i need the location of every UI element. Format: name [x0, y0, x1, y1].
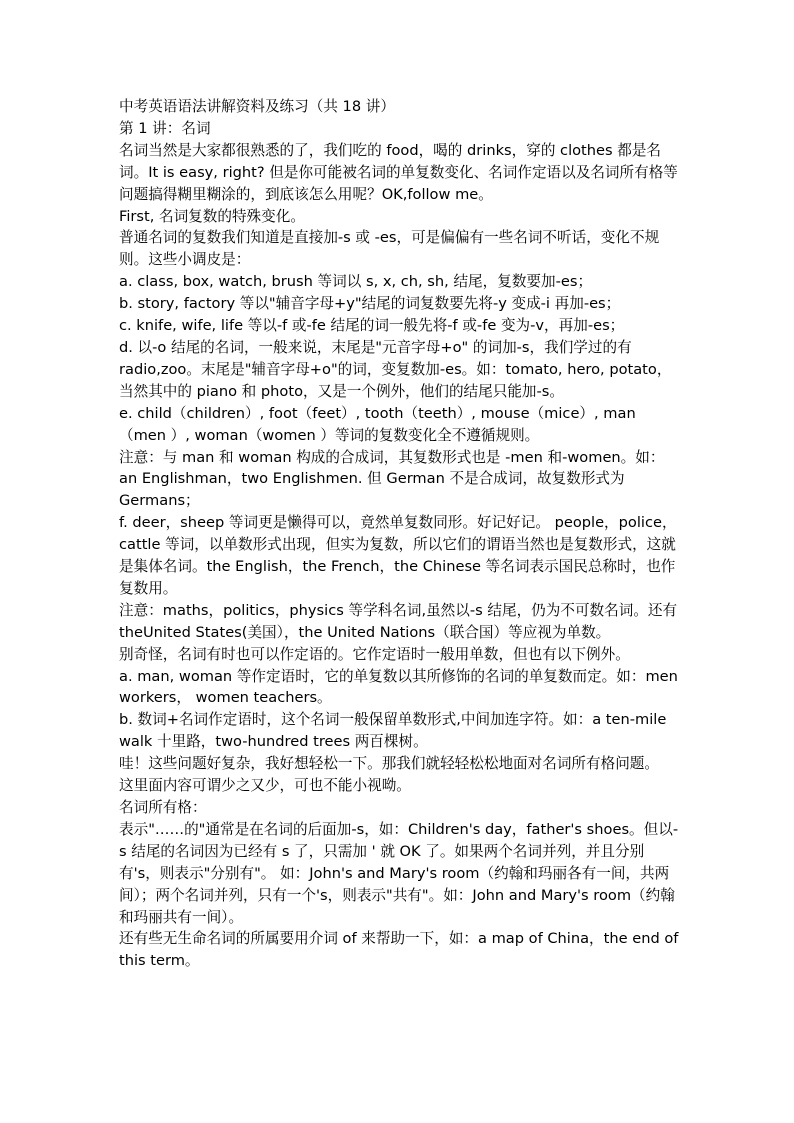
- paragraph-possessive-rules: 表示"……的"通常是在名词的后面加-s，如：Children's day，father's shoes。但以-s 结尾的名词因为已经有 s 了，只需加 ' 就 OK 了。如果两个名词并列，并且分别有's，则表示"分别有"。 如：John's and Mary's room（约翰和玛丽各有一间，共两间）；两个名词并列，只有一个's，则表示"共有"。如：John and Mary's room（约翰和玛丽共有一间）。: [119, 820, 679, 926]
- paragraph-rule-c: c. knife, wife, life 等以-f 或-fe 结尾的词一般先将-f 或-fe 变为-v，再加-es；: [119, 317, 625, 335]
- paragraph-first-heading: First, 名词复数的特殊变化。: [119, 207, 305, 225]
- paragraph-possessive-heading: 名词所有格：: [119, 799, 207, 816]
- document-title: 中考英语语法讲解资料及练习（共 18 讲）: [119, 98, 395, 115]
- paragraph-rule-a: a. class, box, watch, brush 等词以 s, x, ch, sh, 结尾，复数要加-es；: [119, 273, 593, 291]
- lecture-heading: 第 1 讲：名词: [119, 119, 211, 137]
- paragraph-rule-b: b. story, factory 等以"辅音字母+y"结尾的词复数要先将-y 变成-i 再加-es；: [119, 295, 621, 313]
- paragraph-rule-e: e. child（children）, foot（feet）, tooth（teeth）, mouse（mice）, man（men ）, woman（women ）等词的复数变化全不遵循规则。: [119, 404, 636, 444]
- paragraph-possessive-of: 还有些无生命名词的所属要用介词 of 来帮助一下，如：a map of China，the end of this term。: [119, 930, 679, 970]
- paragraph-possessive-intro: 哇！这些问题好复杂，我好想轻松一下。那我们就轻轻松松地面对名词所有格问题。: [119, 755, 659, 773]
- paragraph-attributive-b: b. 数词+名词作定语时，这个名词一般保留单数形式,中间加连字符。如：a ten-mile walk 十里路，two-hundred trees 两百棵树。: [119, 711, 667, 751]
- paragraph-rule-d: d. 以-o 结尾的名词，一般来说，末尾是"元音字母+o" 的词加-s，我们学过的有 radio,zoo。末尾是"辅音字母+o"的词，变复数加-es。如：tomato, hero, potato，当然其中的 piano 和 photo，又是一个例外，他们的结尾只能加-s。: [119, 338, 672, 400]
- paragraph-intro: 名词当然是大家都很熟悉的了，我们吃的 food，喝的 drinks，穿的 clothes 都是名词。It is easy, right? 但是你可能被名词的单复数变化、名词作定语以及名词所有格等问题搞得糊里糊涂的，到底该怎么用呢？OK,follow me。: [119, 141, 678, 203]
- paragraph-attributive-intro: 别奇怪，名词有时也可以作定语的。它作定语时一般用单数，但也有以下例外。: [119, 645, 630, 663]
- paragraph-rule-f: f. deer，sheep 等词更是懒得可以，竟然单复数同形。好记好记。 people，police，cattle 等词，以单数形式出现，但实为复数，所以它们的谓语当然也是复数形式，这就是集体名词。the English，the French，the Chinese 等名词表示国民总称时，也作复数用。: [119, 514, 677, 597]
- paragraph-note-subjects: 注意：maths，politics，physics 等学科名词,虽然以-s 结尾，仍为不可数名词。还有 theUnited States(美国），the United Nations（联合国）等应视为单数。: [119, 601, 678, 641]
- paragraph-plural-intro: 普通名词的复数我们知道是直接加-s 或 -es，可是偏偏有一些名词不听话，变化不规则。这些小调皮是：: [119, 229, 660, 269]
- paragraph-attributive-a: a. man, woman 等作定语时，它的单复数以其所修饰的名词的单复数而定。如：men workers， women teachers。: [119, 667, 678, 707]
- document-body: [119, 96, 679, 972]
- paragraph-possessive-remark: 这里面内容可谓少之又少，可也不能小视呦。: [119, 777, 411, 795]
- paragraph-note-compound: 注意：与 man 和 woman 构成的合成词，其复数形式也是 -men 和-women。如：an Englishman，two Englishmen. 但 German 不是合成词，故复数形式为 Germans；: [119, 448, 665, 510]
